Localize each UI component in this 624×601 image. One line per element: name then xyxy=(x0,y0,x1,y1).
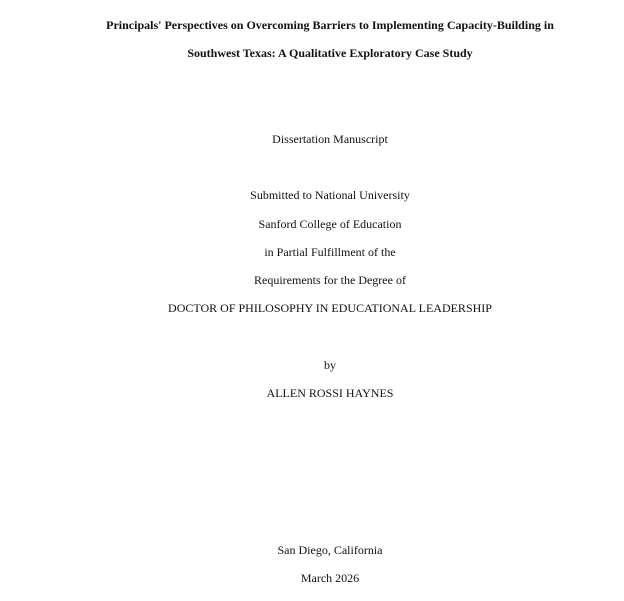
location-line: San Diego, California xyxy=(277,543,383,557)
degree-line: DOCTOR OF PHILOSOPHY IN EDUCATIONAL LEADERSHIP xyxy=(168,301,492,315)
submitted-to-line: Submitted to National University xyxy=(250,188,410,202)
author-name: ALLEN ROSSI HAYNES xyxy=(266,386,394,400)
title-line-1: Principals' Perspectives on Overcoming Barriers to Implementing Capacity-Building in xyxy=(106,18,554,32)
date-line: March 2026 xyxy=(300,571,360,585)
requirements-line: Requirements for the Degree of xyxy=(254,273,406,287)
by-line: by xyxy=(324,358,336,372)
college-line: Sanford College of Education xyxy=(258,217,402,231)
document-type: Dissertation Manuscript xyxy=(272,132,388,146)
title-line-2: Southwest Texas: A Qualitative Exploratory Case Study xyxy=(187,46,473,60)
fulfillment-line: in Partial Fulfillment of the xyxy=(264,245,396,259)
